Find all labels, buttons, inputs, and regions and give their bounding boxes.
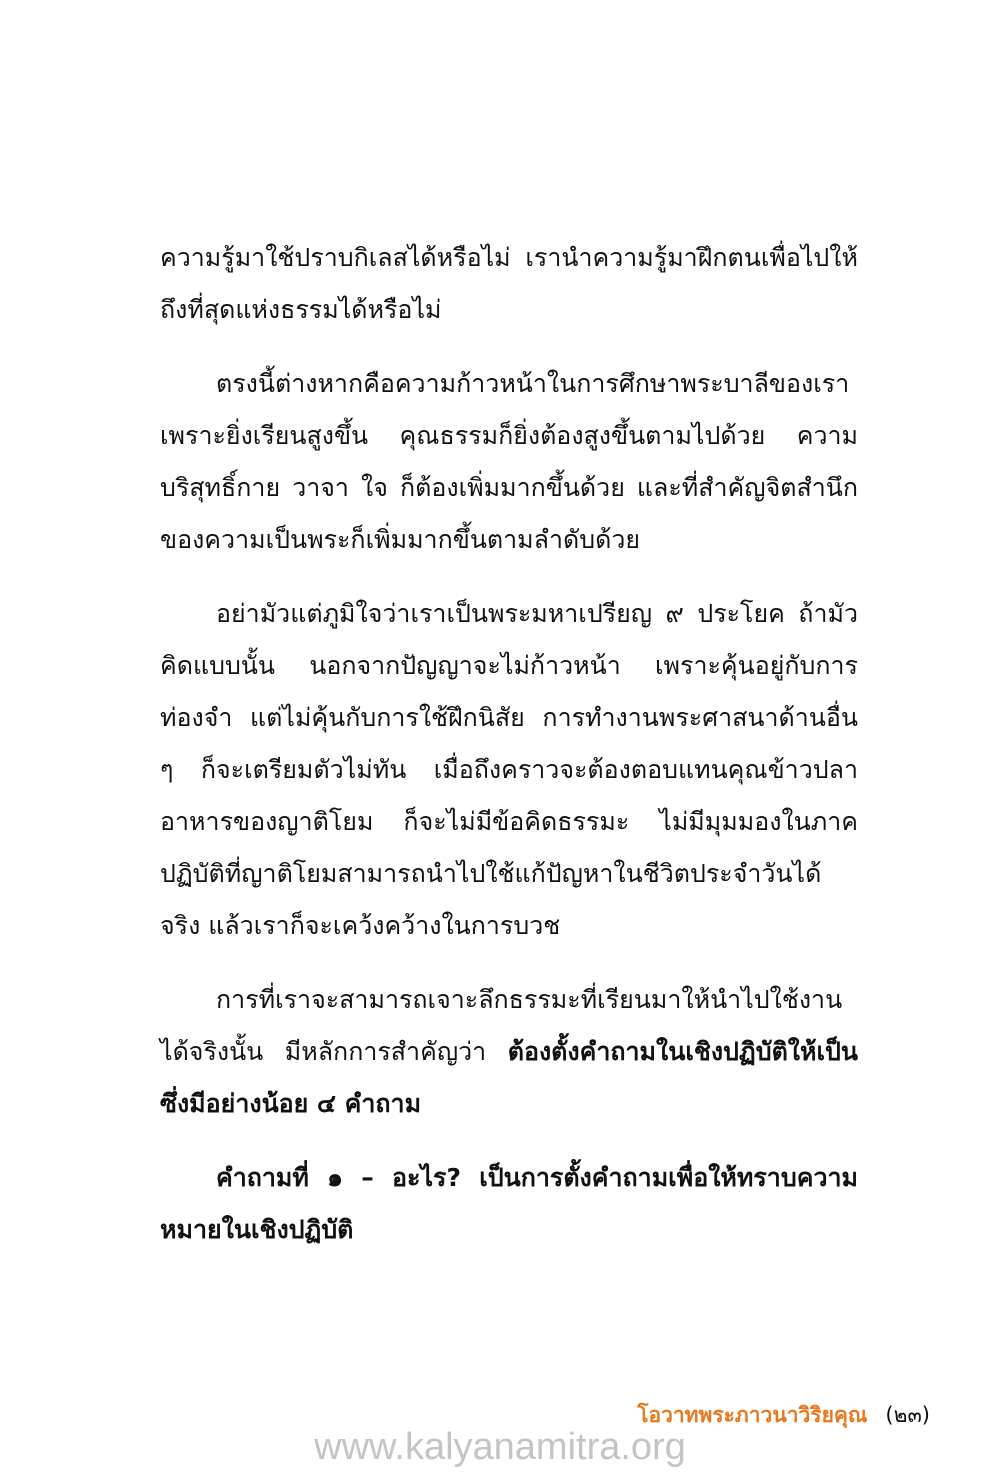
paragraph-3-text: อย่ามัวแต่ภูมิใจว่าเราเป็นพระมหาเปรียญ ๙ ประโยค ถ้ามัวคิดแบบนั้น นอกจากปัญญาจะไม่ก้าวหน้า เพราะคุ้นอยู่กับการท่องจำ แต่ไม่คุ้นกับการใช้ฝึกนิสัย การทำงานพระศาสนาด้านอื่น ๆ ก็จะเตรียมตัวไม่ทัน เมื่อถึงคราวจะต้องตอบแทนคุณข้าวปลาอาหารของญาติโยม ก็จะไม่มีข้อคิดธรรมะ ไม่มีมุมมองในภาคปฏิบัติที่ญาติโยมสามารถนำไปใช้แก้ปัญหาในชีวิตประจำวันได้จริง แล้วเราก็จะเคว้งคว้างในการบวช — [160, 599, 858, 940]
paragraph-3 — [160, 588, 858, 952]
paragraph-1-text: ความรู้มาใช้ปราบกิเลสได้หรือไม่ เรานำความรู้มาฝึกตนเพื่อไปให้ถึงที่สุดแห่งธรรมได้หรือไม่ — [160, 243, 858, 324]
paragraph-2-text: ตรงนี้ต่างหากคือความก้าวหน้าในการศึกษาพระบาลีของเรา เพราะยิ่งเรียนสูงขึ้น คุณธรรมก็ยิ่งต้องสูงขึ้นตามไปด้วย ความบริสุทธิ์กาย วาจา ใจ ก็ต้องเพิ่มมากขึ้นด้วย และที่สำคัญจิตสำนึกของความเป็นพระก็เพิ่มมากขึ้นตามลำดับด้วย — [160, 369, 858, 554]
question-heading-text: คำถามที่ ๑ – อะไร? เป็นการตั้งคำถามเพื่อให้ทราบความหมายในเชิงปฏิบัติ — [160, 1163, 858, 1244]
website-watermark: www.kalyanamitra.org — [314, 1426, 686, 1468]
page-number: (๒๓) — [885, 1403, 930, 1427]
book-title: โอวาทพระภาวนาวิริยคุณ — [637, 1403, 868, 1427]
paragraph-1 — [160, 232, 858, 336]
paragraph-4 — [160, 974, 858, 1130]
paragraph-2 — [160, 358, 858, 566]
question-heading — [160, 1152, 858, 1256]
paragraph-4-text: การที่เราจะสามารถเจาะลึกธรรมะที่เรียนมาให้นำไปใช้งานได้จริงนั้น มีหลักการสำคัญว่า — [160, 985, 843, 1066]
paragraph-4-emphasis: ต้องตั้งคำถามในเชิงปฏิบัติให้เป็นซึ่งมีอย่างน้อย ๔ คำถาม — [160, 1037, 858, 1118]
body-text — [160, 232, 858, 1256]
